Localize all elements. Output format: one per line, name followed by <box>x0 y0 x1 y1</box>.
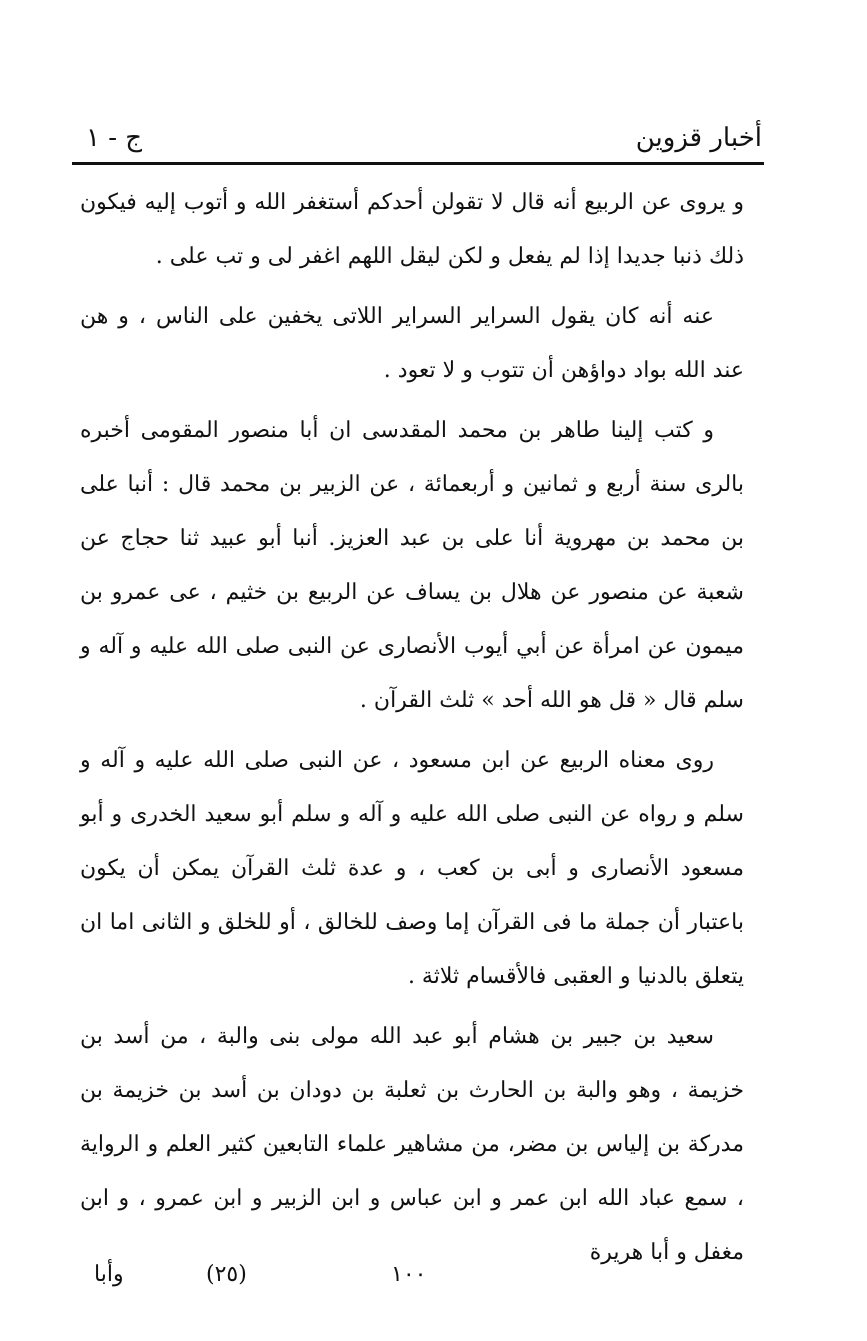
page-footer <box>76 1258 762 1298</box>
paragraph: و يروى عن الربيع أنه قال لا تقولن أحدكم أستغفر الله و أتوب إليه فيكون ذلك ذنبا جديدا إذا لم يفعل و لكن ليقل اللهم اغفر لى و تب على . <box>80 190 744 269</box>
paragraph: عنه أنه كان يقول السراير السراير اللاتى يخفين على الناس ، و هن عند الله بواد دواؤهن أن تتوب و لا تعود . <box>80 304 744 383</box>
paragraph: روى معناه الربيع عن ابن مسعود ، عن النبى صلى الله عليه و آله و سلم و رواه عن النبى صلى الله عليه و آله و سلم أبو سعيد الخدرى و أبو مسعود الأنصارى و أبى بن كعب ، و عدة ثلث القرآن يمكن أن يكون باعتبار أن جملة ما فى القرآن إما وصف للخالق ، أو للخلق و الثانى اما ان يتعلق بالدنيا و العقبى فالأقسام ثلاثة . <box>80 748 744 989</box>
header-volume: ج - ١ <box>86 123 143 153</box>
catchword: وأبا <box>94 1262 124 1287</box>
signature-mark: (٢٥) <box>206 1262 247 1287</box>
paragraph: و كتب إلينا طاهر بن محمد المقدسى ان أبا منصور المقومى أخبره بالرى سنة أربع و ثمانين و أربعمائة ، عن الزبير بن محمد قال : أنبا على بن محمد بن مهروية أنا على بن عبد العزيز. أنبا أبو عبيد ثنا حجاج عن شعبة عن منصور عن هلال بن يساف عن الربيع بن خثيم ، عى عمرو بن ميمون عن امرأة عن أبي أيوب الأنصارى عن النبى صلى الله عليه و آله و سلم قال « قل هو الله أحد » ثلث القرآن . <box>80 418 744 713</box>
running-header <box>76 112 762 162</box>
header-title: أخبار قزوين <box>635 123 762 153</box>
body-text <box>80 176 744 1286</box>
page-number: ١٠٠ <box>391 1262 427 1287</box>
paragraph: سعيد بن جبير بن هشام أبو عبد الله مولى بنى والبة ، من أسد بن خزيمة ، وهو والبة بن الحارث بن ثعلبة بن دودان بن أسد بن خزيمة بن مدركة بن إلياس بن مضر، من مشاهير علماء التابعين كثير العلم و الرواية ، سمع عباد الله ابن عمر و ابن عباس و ابن الزبير و ابن عمرو ، و ابن مغفل و أبا هريرة <box>80 1024 744 1265</box>
header-rule <box>72 162 764 165</box>
